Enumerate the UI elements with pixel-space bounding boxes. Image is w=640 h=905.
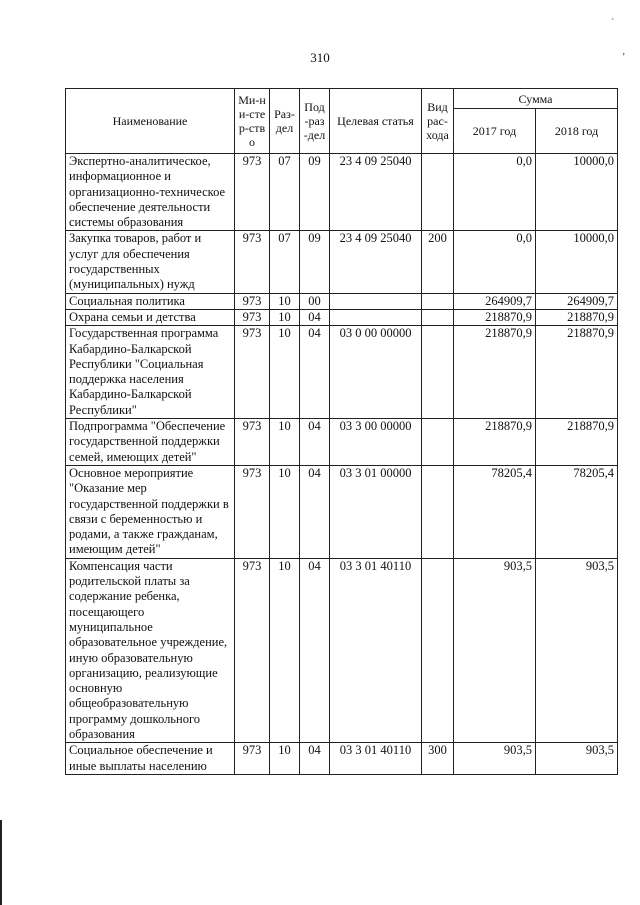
row-value-2017: 218870,9 [454,309,536,325]
row-value-2018: 218870,9 [536,419,618,466]
row-subsection: 00 [300,293,330,309]
row-value-2018: 218870,9 [536,326,618,419]
row-ministry: 973 [235,419,270,466]
header-year-2017: 2017 год [454,109,536,154]
row-target [330,293,422,309]
row-expense-type [422,558,454,743]
table-row [66,465,618,558]
row-ministry: 973 [235,154,270,231]
row-ministry: 973 [235,231,270,293]
header-ministry: Ми-ни-стер-ство [235,89,270,154]
row-subsection: 09 [300,154,330,231]
row-value-2018: 903,5 [536,558,618,743]
row-name: Закупка товаров, работ и услуг для обеспечения государственных (муниципальных) нужд [66,231,235,293]
row-subsection: 04 [300,309,330,325]
scan-edge [0,820,2,905]
row-subsection: 04 [300,743,330,775]
row-value-2017: 903,5 [454,743,536,775]
row-name: Подпрограмма "Обеспечение государственной поддержки семей, имеющих детей" [66,419,235,466]
table-row [66,326,618,419]
row-expense-type [422,309,454,325]
table-row [66,231,618,293]
row-expense-type [422,154,454,231]
row-name: Охрана семьи и детства [66,309,235,325]
row-section: 07 [270,231,300,293]
table-row [66,419,618,466]
row-target: 23 4 09 25040 [330,231,422,293]
row-section: 07 [270,154,300,231]
row-section: 10 [270,293,300,309]
row-expense-type [422,293,454,309]
row-value-2018: 78205,4 [536,465,618,558]
scan-mark: ˋ [611,18,615,29]
row-expense-type [422,419,454,466]
row-target [330,309,422,325]
row-value-2017: 264909,7 [454,293,536,309]
row-section: 10 [270,419,300,466]
header-section: Раз-дел [270,89,300,154]
budget-table [65,88,618,775]
row-expense-type: 300 [422,743,454,775]
row-ministry: 973 [235,558,270,743]
row-target: 03 3 01 40110 [330,558,422,743]
row-section: 10 [270,743,300,775]
row-ministry: 973 [235,743,270,775]
row-name: Социальная политика [66,293,235,309]
row-target: 03 0 00 00000 [330,326,422,419]
row-value-2018: 10000,0 [536,154,618,231]
row-value-2017: 78205,4 [454,465,536,558]
row-value-2017: 218870,9 [454,326,536,419]
row-value-2018: 10000,0 [536,231,618,293]
row-target: 03 3 00 00000 [330,419,422,466]
row-ministry: 973 [235,465,270,558]
row-subsection: 04 [300,326,330,419]
table-row [66,309,618,325]
header-target: Целевая статья [330,89,422,154]
row-name: Социальное обеспечение и иные выплаты населению [66,743,235,775]
row-ministry: 973 [235,293,270,309]
row-subsection: 09 [300,231,330,293]
row-name: Государственная программа Кабардино-Балкарской Республики "Социальная поддержка населения Кабардино-Балкарской Республики" [66,326,235,419]
row-expense-type [422,465,454,558]
row-value-2018: 218870,9 [536,309,618,325]
table-row [66,154,618,231]
row-ministry: 973 [235,326,270,419]
row-section: 10 [270,465,300,558]
row-target: 03 3 01 40110 [330,743,422,775]
row-ministry: 973 [235,309,270,325]
row-subsection: 04 [300,465,330,558]
page-number: 310 [310,50,330,65]
row-name: Основное мероприятие "Оказание мер государственной поддержки в связи с беременностью и родами, а также гражданам, имеющим детей" [66,465,235,558]
row-target: 03 3 01 00000 [330,465,422,558]
table-row [66,293,618,309]
row-value-2018: 903,5 [536,743,618,775]
row-target: 23 4 09 25040 [330,154,422,231]
row-name: Компенсация части родительской платы за содержание ребенка, посещающего муниципальное образовательное учреждение, иную образовательную организацию, реализующие основную общеобразовательную программу дошкольного образования [66,558,235,743]
row-expense-type: 200 [422,231,454,293]
row-value-2017: 903,5 [454,558,536,743]
row-subsection: 04 [300,419,330,466]
row-section: 10 [270,309,300,325]
row-value-2018: 264909,7 [536,293,618,309]
header-name: Наименование [66,89,235,154]
header-year-2018: 2018 год [536,109,618,154]
row-value-2017: 218870,9 [454,419,536,466]
row-section: 10 [270,558,300,743]
row-name: Экспертно-аналитическое, информационное и организационно-техническое обеспечение деятельности системы образования [66,154,235,231]
header-subsection: Под-раз-дел [300,89,330,154]
row-section: 10 [270,326,300,419]
row-value-2017: 0,0 [454,154,536,231]
scan-mark: ʼ [622,52,626,63]
row-value-2017: 0,0 [454,231,536,293]
table-row [66,558,618,743]
table-row [66,743,618,775]
header-sum: Сумма [454,89,618,109]
row-subsection: 04 [300,558,330,743]
header-expense-type: Вид рас-хода [422,89,454,154]
row-expense-type [422,326,454,419]
